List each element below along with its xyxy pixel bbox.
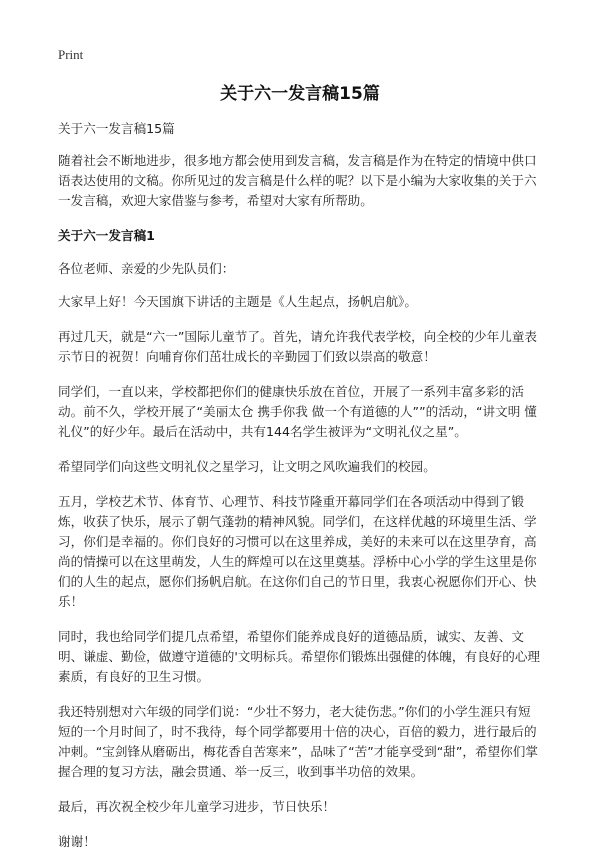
paragraph-childrens-day: 再过几天，就是“六一”国际儿童节了。首先，请允许我代表学校，向全校的少年儿童表示节日的祝贺！向哺育你们茁壮成长的辛勤园丁们致以崇高的敬意！ [58, 329, 538, 364]
print-label: Print [58, 47, 84, 62]
paragraph-closing: 最后，再次祝全校少年儿童学习进步，节日快乐！ [58, 799, 336, 814]
document-title: 关于六一发言稿15篇 [220, 84, 380, 104]
paragraph-may-festivals: 五月，学校艺术节、体育节、心理节、科技节隆重开幕同学们在各项活动中得到了锻炼，收获了快乐，展示了朝气蓬勃的精神风貌。同学们，在这样优越的环境里生活、学习，你们是幸福的。你们良好的习惯可以在这里养成，美好的未来可以在这里孕育，高尚的情操可以在这里萌发，人生的辉煌可以在这里奠基。浮桥中心小学的学生这里是你们的人生的起点，愿你们扬帆启航。在这你们自己的节日里，我衷心祝愿你们开心、快乐！ [58, 494, 537, 609]
paragraph-thanks: 谢谢！ [58, 834, 96, 849]
paragraph-activities: 同学们，一直以来，学校都把你们的健康快乐放在首位，开展了一系列丰富多彩的活动。前不久，学校开展了“美丽太仓 携手你我 做一个有道德的人””的活动，“讲文明 懂礼仪”的好少年。最后在活动中，共有144名学生被评为“文明礼仪之星”。 [58, 384, 537, 439]
paragraph-topic: 大家早上好！今天国旗下讲话的主题是《人生起点，扬帆启航》。 [58, 294, 417, 309]
article-subtitle: 关于六一发言稿15篇 [58, 121, 175, 136]
paragraph-greeting: 各位老师、亲爱的少先队员们： [58, 261, 235, 276]
paragraph-hope-civility: 希望同学们向这些文明礼仪之星学习，让文明之风吹遍我们的校园。 [58, 459, 436, 474]
section-heading: 关于六一发言稿1 [58, 228, 155, 243]
paragraph-sixth-grade: 我还特别想对六年级的同学们说：“少壮不努力，老大徒伤悲。”你们的小学生涯只有短短的一个月时间了，时不我待，每个同学都要用十倍的决心，百倍的毅力，进行最后的冲刺。“宝剑锋从磨砺出，梅花香自苦寒来”，品味了“苦”才能享受到“甜”，希望你们掌握合理的复习方法，融会贯通、举一反三，收到事半功倍的效果。 [58, 704, 538, 779]
paragraph-wishes: 同时，我也给同学们提几点希望，希望你们能养成良好的道德品质，诚实、友善、文明、谦虚、勤俭，做遵守道德的'文明标兵。希望你们锻炼出强健的体魄，有良好的心理素质，有良好的卫生习惯。 [58, 629, 541, 684]
intro-paragraph: 随着社会不断地进步，很多地方都会使用到发言稿，发言稿是作为在特定的情境中供口语表达使用的文稿。你所见过的发言稿是什么样的呢？以下是小编为大家收集的关于六一发言稿，欢迎大家借鉴与参考，希望对大家有所帮助。 [58, 153, 537, 208]
article-body [58, 119, 542, 852]
